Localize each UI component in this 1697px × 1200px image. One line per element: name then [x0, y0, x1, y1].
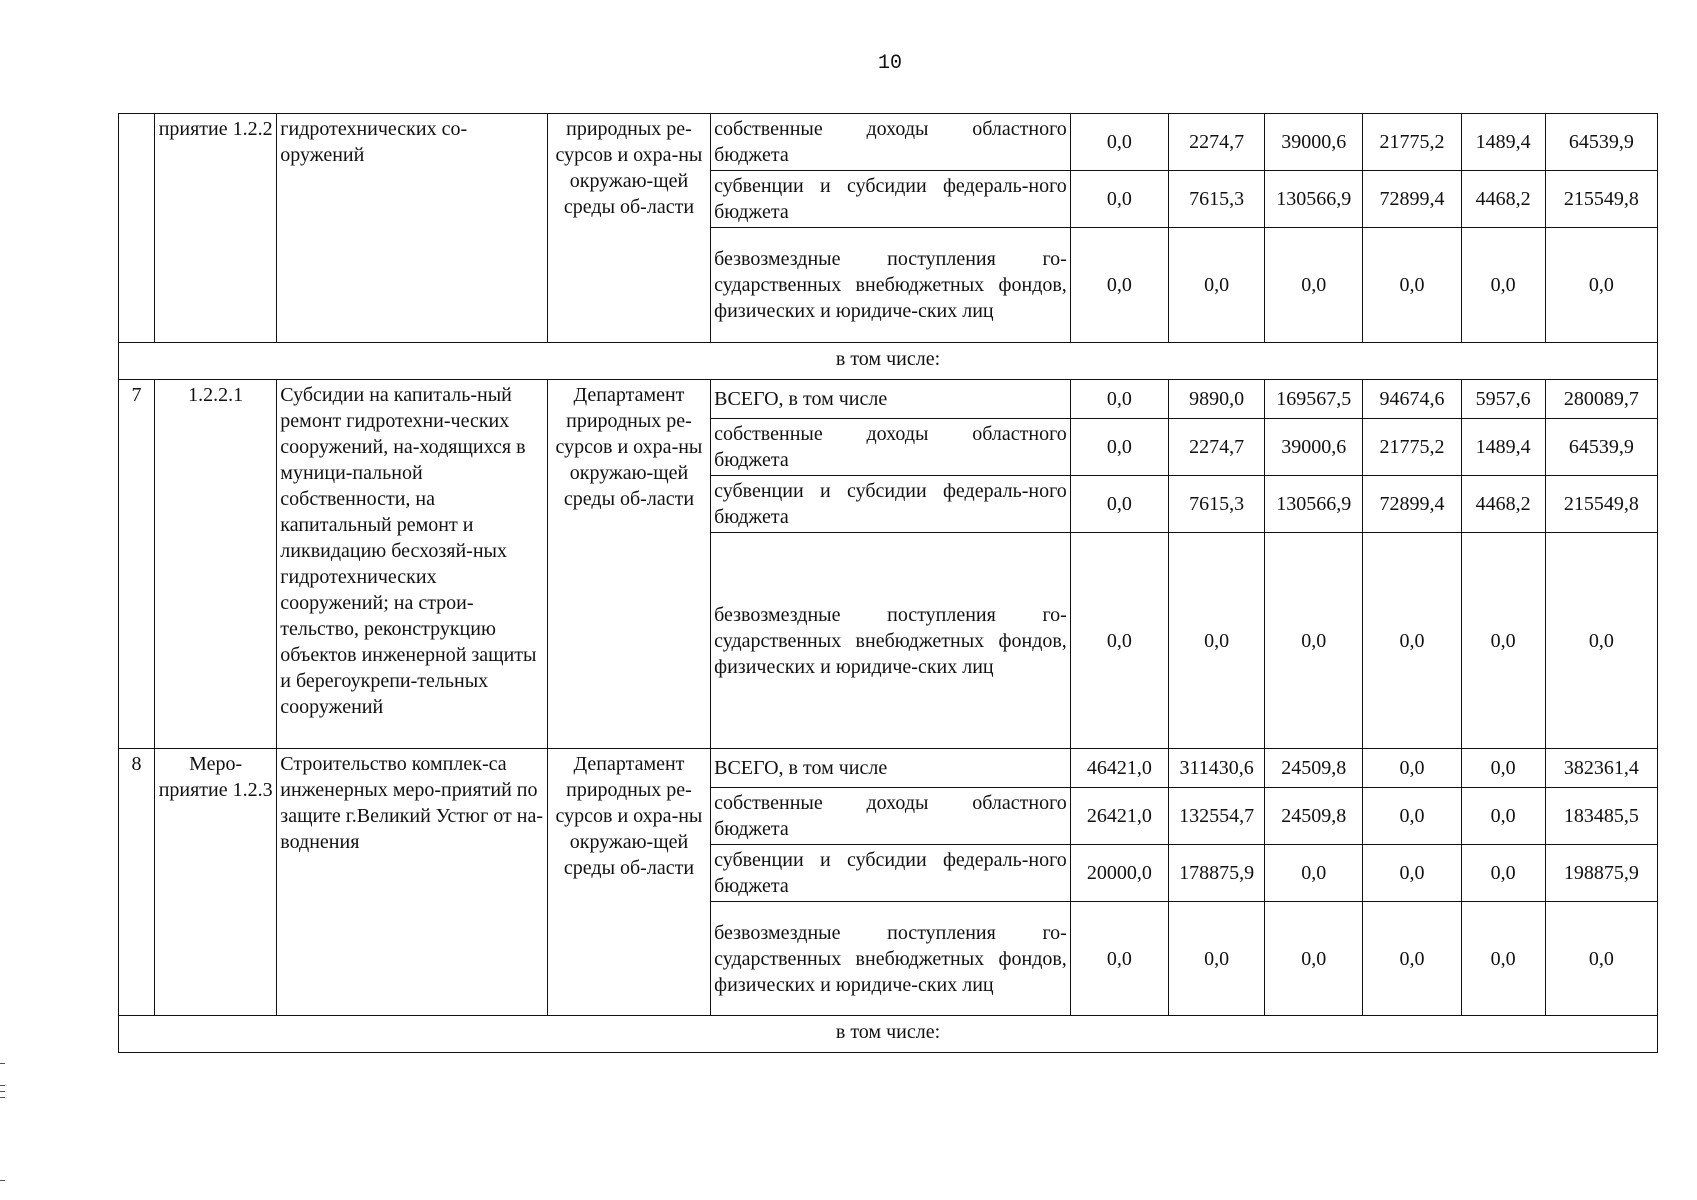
page-number: 10: [877, 52, 902, 75]
value-cell: 0,0: [1461, 902, 1545, 1016]
value-cell: 0,0: [1169, 902, 1265, 1016]
value-cell: 0,0: [1265, 533, 1363, 749]
value-cell: 0,0: [1070, 476, 1168, 533]
funding-source-cell: субвенции и субсидии федераль-ного бюджета: [711, 476, 1071, 533]
row-number-cell: 8: [119, 749, 155, 1016]
value-cell: 130566,9: [1265, 171, 1363, 228]
executor-cell: природных ре-сурсов и охра-ны окружаю-щей среды об-ласти: [547, 114, 710, 343]
value-cell: 311430,6: [1169, 749, 1265, 788]
measure-name-cell: Строительство комплек-са инженерных меро-приятий по защите г.Великий Устюг от на-воднения: [277, 749, 548, 1016]
value-cell: 39000,6: [1265, 419, 1363, 476]
executor-cell: Департамент природных ре-сурсов и охра-ны окружаю-щей среды об-ласти: [547, 380, 710, 749]
total-cell: 215549,8: [1545, 476, 1657, 533]
measure-name-cell: гидротехнических со-оружений: [277, 114, 548, 343]
value-cell: 7615,3: [1169, 476, 1265, 533]
value-cell: 72899,4: [1363, 476, 1461, 533]
budget-table: [118, 113, 1658, 1053]
total-cell: 64539,9: [1545, 114, 1657, 171]
value-cell: 0,0: [1461, 749, 1545, 788]
value-cell: 0,0: [1265, 845, 1363, 902]
value-cell: 0,0: [1461, 788, 1545, 845]
value-cell: 0,0: [1461, 228, 1545, 343]
value-cell: 0,0: [1070, 380, 1168, 419]
value-cell: 0,0: [1070, 114, 1168, 171]
value-cell: 0,0: [1265, 902, 1363, 1016]
value-cell: 178875,9: [1169, 845, 1265, 902]
value-cell: 0,0: [1363, 228, 1461, 343]
funding-source-cell: ВСЕГО, в том числе: [711, 380, 1071, 419]
scan-margin-mark: [0, 1180, 5, 1181]
funding-source-cell: ВСЕГО, в том числе: [711, 749, 1071, 788]
value-cell: 4468,2: [1461, 171, 1545, 228]
subheader-row: [119, 343, 1658, 380]
value-cell: 20000,0: [1070, 845, 1168, 902]
measure-code-cell: приятие 1.2.2: [155, 114, 277, 343]
total-cell: 0,0: [1545, 228, 1657, 343]
value-cell: 1489,4: [1461, 114, 1545, 171]
total-cell: 64539,9: [1545, 419, 1657, 476]
value-cell: 0,0: [1070, 228, 1168, 343]
row-number-cell: 7: [119, 380, 155, 749]
value-cell: 0,0: [1169, 228, 1265, 343]
total-cell: 280089,7: [1545, 380, 1657, 419]
executor-cell: Департамент природных ре-сурсов и охра-ны окружаю-щей среды об-ласти: [547, 749, 710, 1016]
value-cell: 24509,8: [1265, 788, 1363, 845]
table-row: [119, 380, 1658, 419]
value-cell: 4468,2: [1461, 476, 1545, 533]
value-cell: 0,0: [1070, 902, 1168, 1016]
funding-source-cell: безвозмездные поступления го-сударственных внебюджетных фондов, физических и юридиче-ских лиц: [711, 533, 1071, 749]
value-cell: 0,0: [1070, 419, 1168, 476]
value-cell: 9890,0: [1169, 380, 1265, 419]
value-cell: 2274,7: [1169, 114, 1265, 171]
value-cell: 0,0: [1461, 533, 1545, 749]
measure-code-cell: Меро-приятие 1.2.3: [155, 749, 277, 1016]
funding-source-cell: безвозмездные поступления го-сударственных внебюджетных фондов, физических и юридиче-ских лиц: [711, 228, 1071, 343]
value-cell: 0,0: [1070, 533, 1168, 749]
scan-margin-mark: [0, 1063, 5, 1064]
value-cell: 0,0: [1265, 228, 1363, 343]
subheader-text: в том числе:: [119, 1016, 1658, 1053]
funding-source-cell: собственные доходы областного бюджета: [711, 419, 1071, 476]
value-cell: 1489,4: [1461, 419, 1545, 476]
value-cell: 132554,7: [1169, 788, 1265, 845]
funding-source-cell: собственные доходы областного бюджета: [711, 114, 1071, 171]
funding-source-cell: субвенции и субсидии федераль-ного бюджета: [711, 845, 1071, 902]
value-cell: 0,0: [1363, 749, 1461, 788]
total-cell: 215549,8: [1545, 171, 1657, 228]
value-cell: 21775,2: [1363, 114, 1461, 171]
measure-code-cell: 1.2.2.1: [155, 380, 277, 749]
row-number-cell: [119, 114, 155, 343]
value-cell: 21775,2: [1363, 419, 1461, 476]
total-cell: 198875,9: [1545, 845, 1657, 902]
subheader-text: в том числе:: [119, 343, 1658, 380]
value-cell: 26421,0: [1070, 788, 1168, 845]
scan-margin-mark: [0, 1091, 5, 1092]
value-cell: 46421,0: [1070, 749, 1168, 788]
table-row: [119, 114, 1658, 171]
value-cell: 94674,6: [1363, 380, 1461, 419]
value-cell: 0,0: [1169, 533, 1265, 749]
value-cell: 0,0: [1363, 902, 1461, 1016]
total-cell: 0,0: [1545, 902, 1657, 1016]
funding-source-cell: собственные доходы областного бюджета: [711, 788, 1071, 845]
total-cell: 382361,4: [1545, 749, 1657, 788]
total-cell: 183485,5: [1545, 788, 1657, 845]
funding-source-cell: субвенции и субсидии федераль-ного бюджета: [711, 171, 1071, 228]
total-cell: 0,0: [1545, 533, 1657, 749]
value-cell: 0,0: [1070, 171, 1168, 228]
measure-name-cell: Субсидии на капиталь-ный ремонт гидротехни-ческих сооружений, на-ходящихся в муници-пальной собственности, на капитальный ремонт и ликвидацию бесхозяй-ных гидротехнических сооружений; на строи-тельство, реконструкцию объектов инженерной защиты и берегоукрепи-тельных сооружений: [277, 380, 548, 749]
value-cell: 39000,6: [1265, 114, 1363, 171]
value-cell: 169567,5: [1265, 380, 1363, 419]
value-cell: 130566,9: [1265, 476, 1363, 533]
value-cell: 0,0: [1363, 788, 1461, 845]
scan-margin-mark: [0, 1097, 5, 1098]
value-cell: 72899,4: [1363, 171, 1461, 228]
value-cell: 2274,7: [1169, 419, 1265, 476]
value-cell: 24509,8: [1265, 749, 1363, 788]
value-cell: 0,0: [1461, 845, 1545, 902]
funding-source-cell: безвозмездные поступления го-сударственных внебюджетных фондов, физических и юридиче-ских лиц: [711, 902, 1071, 1016]
value-cell: 5957,6: [1461, 380, 1545, 419]
scan-margin-mark: [0, 1085, 5, 1086]
value-cell: 0,0: [1363, 845, 1461, 902]
subheader-row: [119, 1016, 1658, 1053]
value-cell: 7615,3: [1169, 171, 1265, 228]
table-row: [119, 749, 1658, 788]
value-cell: 0,0: [1363, 533, 1461, 749]
